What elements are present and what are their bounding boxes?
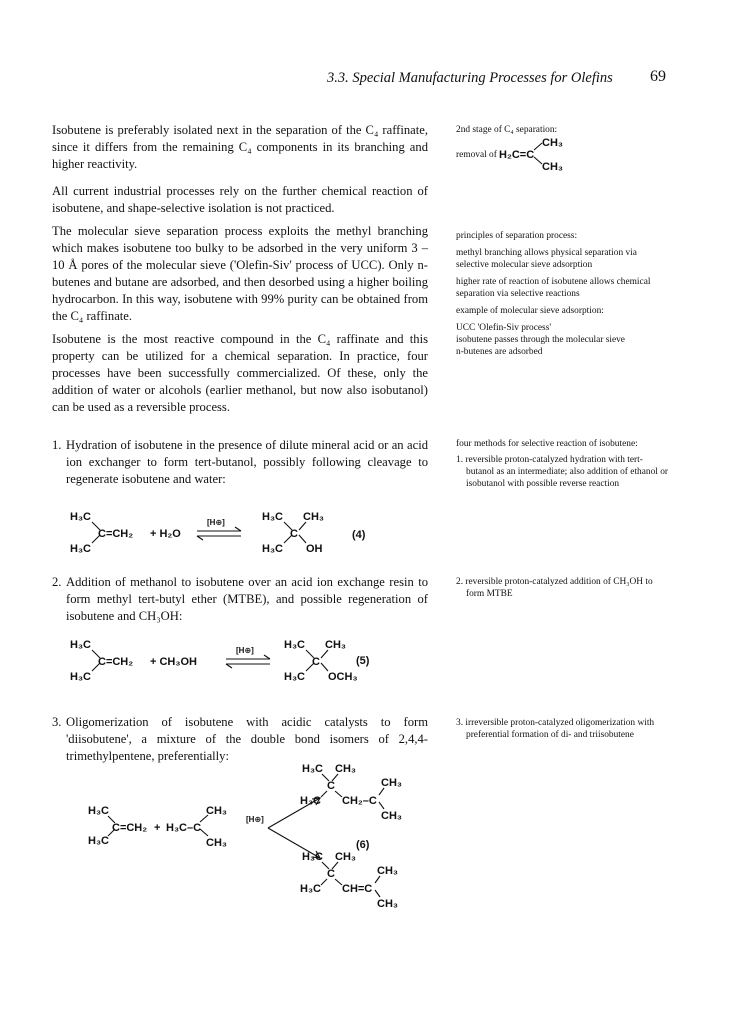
svg-text:H₃C: H₃C	[70, 671, 91, 683]
svg-text:OH: OH	[306, 543, 323, 555]
svg-text:H₃C: H₃C	[70, 511, 91, 523]
svg-text:C=CH₂: C=CH₂	[98, 656, 134, 668]
equation-6-oligomerization	[88, 763, 402, 910]
svg-text:CH₃: CH₃	[206, 805, 227, 817]
svg-text:C: C	[327, 780, 335, 792]
svg-text:CH₃: CH₃	[377, 865, 398, 877]
margin-note-removal: removal of	[456, 150, 497, 160]
svg-text:CH₃: CH₃	[381, 777, 402, 789]
svg-text:H₃C: H₃C	[302, 851, 323, 863]
svg-text:H₃C: H₃C	[262, 543, 283, 555]
svg-text:H₃C: H₃C	[88, 835, 109, 847]
svg-text:H₃C: H₃C	[70, 639, 91, 651]
paragraph-reactivity: Isobutene is the most reactive compound in the C₄ raffinate and this property can be utilized for a chemical separation. In practice, four processes have been successfully commercialized. Of these, only the addition of water or alcohols (earlier methanol, but now also isobutanol) can be used as a reversible process.	[52, 332, 428, 414]
svg-text:CH=C: CH=C	[342, 883, 373, 895]
svg-text:CH₃: CH₃	[377, 898, 398, 910]
equation-number-5: (5)	[356, 655, 370, 667]
svg-text:H₃C–C: H₃C–C	[166, 822, 202, 834]
margin-note-principles: principles of separation process: methyl branching allows physical separation via selective molecular sieve adsorption higher rate of reaction of isobutene allows chemical separation via selective reactions example of molecular sieve adsorption: UCC 'Olefin-Siv process' isobutene passes through the molecular sieve n-butenes are adsorbed	[456, 231, 651, 357]
svg-text:[H⊕]: [H⊕]	[207, 518, 225, 527]
equation-4-hydration	[70, 508, 370, 558]
page-number: 69	[650, 68, 666, 85]
svg-text:[H⊕]: [H⊕]	[236, 646, 254, 655]
equation-5-mtbe	[70, 636, 370, 686]
svg-text:C: C	[290, 528, 298, 540]
svg-text:H₃C: H₃C	[284, 671, 305, 683]
svg-text:+: +	[154, 822, 161, 834]
margin-note-oligomerization: 3. irreversible proton-catalyzed oligomerization with preferential formation of di- and triisobutene	[456, 718, 655, 740]
svg-text:H₃C: H₃C	[300, 883, 321, 895]
svg-text:H₃C: H₃C	[302, 763, 323, 775]
svg-text:H₃C: H₃C	[70, 543, 91, 555]
svg-text:[H⊕]: [H⊕]	[246, 815, 264, 824]
svg-text:CH₃: CH₃	[335, 851, 356, 863]
margin-note-four-methods: four methods for selective reaction of isobutene: 1. reversible proton-catalyzed hydration with tert-butanol as an intermediate; also addition of ethanol or isobutanol with possible reverse reaction	[456, 439, 669, 489]
svg-text:CH₃: CH₃	[542, 137, 563, 149]
svg-text:H₃C: H₃C	[262, 511, 283, 523]
svg-text:OCH₃: OCH₃	[328, 671, 358, 683]
svg-text:+ H₂O: + H₂O	[150, 528, 181, 540]
svg-text:C=CH₂: C=CH₂	[112, 822, 148, 834]
list-item-hydration: 1. Hydration of isobutene in the presence of dilute mineral acid or an acid ion exchanger to form tert-butanol, possibly following cleavage to regenerate isobutene and water:	[52, 438, 428, 486]
svg-text:H₃C: H₃C	[284, 639, 305, 651]
svg-text:CH₃: CH₃	[335, 763, 356, 775]
list-item-methanol-addition: 2. Addition of methanol to isobutene over an acid ion exchange resin to form methyl tert-butyl ether (MTBE), and possible regeneration of isobutene and CH₃OH:	[52, 575, 428, 623]
equation-number-4: (4)	[352, 529, 366, 541]
svg-text:+ CH₃OH: + CH₃OH	[150, 656, 197, 668]
svg-text:CH₃: CH₃	[542, 161, 563, 173]
paragraph-isobutene-isolation: Isobutene is preferably isolated next in the separation of the C₄ raffinate, since it differs from the remaining C₄ components in its branching and higher reactivity.	[52, 123, 428, 171]
margin-note-second-stage: 2nd stage of C₄ separation:	[456, 125, 558, 135]
svg-text:CH₃: CH₃	[325, 639, 346, 651]
svg-text:H₃C: H₃C	[88, 805, 109, 817]
svg-text:C: C	[327, 868, 335, 880]
isobutene-structure	[497, 137, 567, 173]
svg-text:CH₃: CH₃	[303, 511, 324, 523]
running-header: 3.3. Special Manufacturing Processes for Olefins	[327, 70, 613, 86]
paragraph-molecular-sieve: The molecular sieve separation process exploits the methyl branching which makes isobutene too bulky to be adsorbed in the very uniform 3 – 10 Å pores of the molecular sieve ('Olefin-Siv' process of UCC). Only n-butenes and butane are adsorbed, and then desorbed using a higher boiling hydrocarbon. In this way, isobutene with 99% purity can be obtained from the C₄ raffinate.	[52, 224, 428, 323]
svg-text:H₂C=C: H₂C=C	[499, 149, 535, 161]
paragraph-current-processes: All current industrial processes rely on the further chemical reaction of isobutene, and shape-selective isolation is not practiced.	[52, 184, 428, 215]
svg-text:CH₃: CH₃	[206, 837, 227, 849]
svg-text:C=CH₂: C=CH₂	[98, 528, 134, 540]
svg-text:H₃C: H₃C	[300, 795, 321, 807]
svg-text:CH₂–C: CH₂–C	[342, 795, 377, 807]
equation-number-6: (6)	[356, 839, 370, 851]
margin-note-mtbe: 2. reversible proton-catalyzed addition of CH₃OH to form MTBE	[456, 577, 653, 599]
svg-text:C: C	[312, 656, 320, 668]
list-item-oligomerization: 3. Oligomerization of isobutene with acidic catalysts to form 'diisobutene', a mixture of the double bond isomers of 2,4,4-trimethylpentene, preferentially:	[52, 715, 428, 763]
svg-text:CH₃: CH₃	[381, 810, 402, 822]
